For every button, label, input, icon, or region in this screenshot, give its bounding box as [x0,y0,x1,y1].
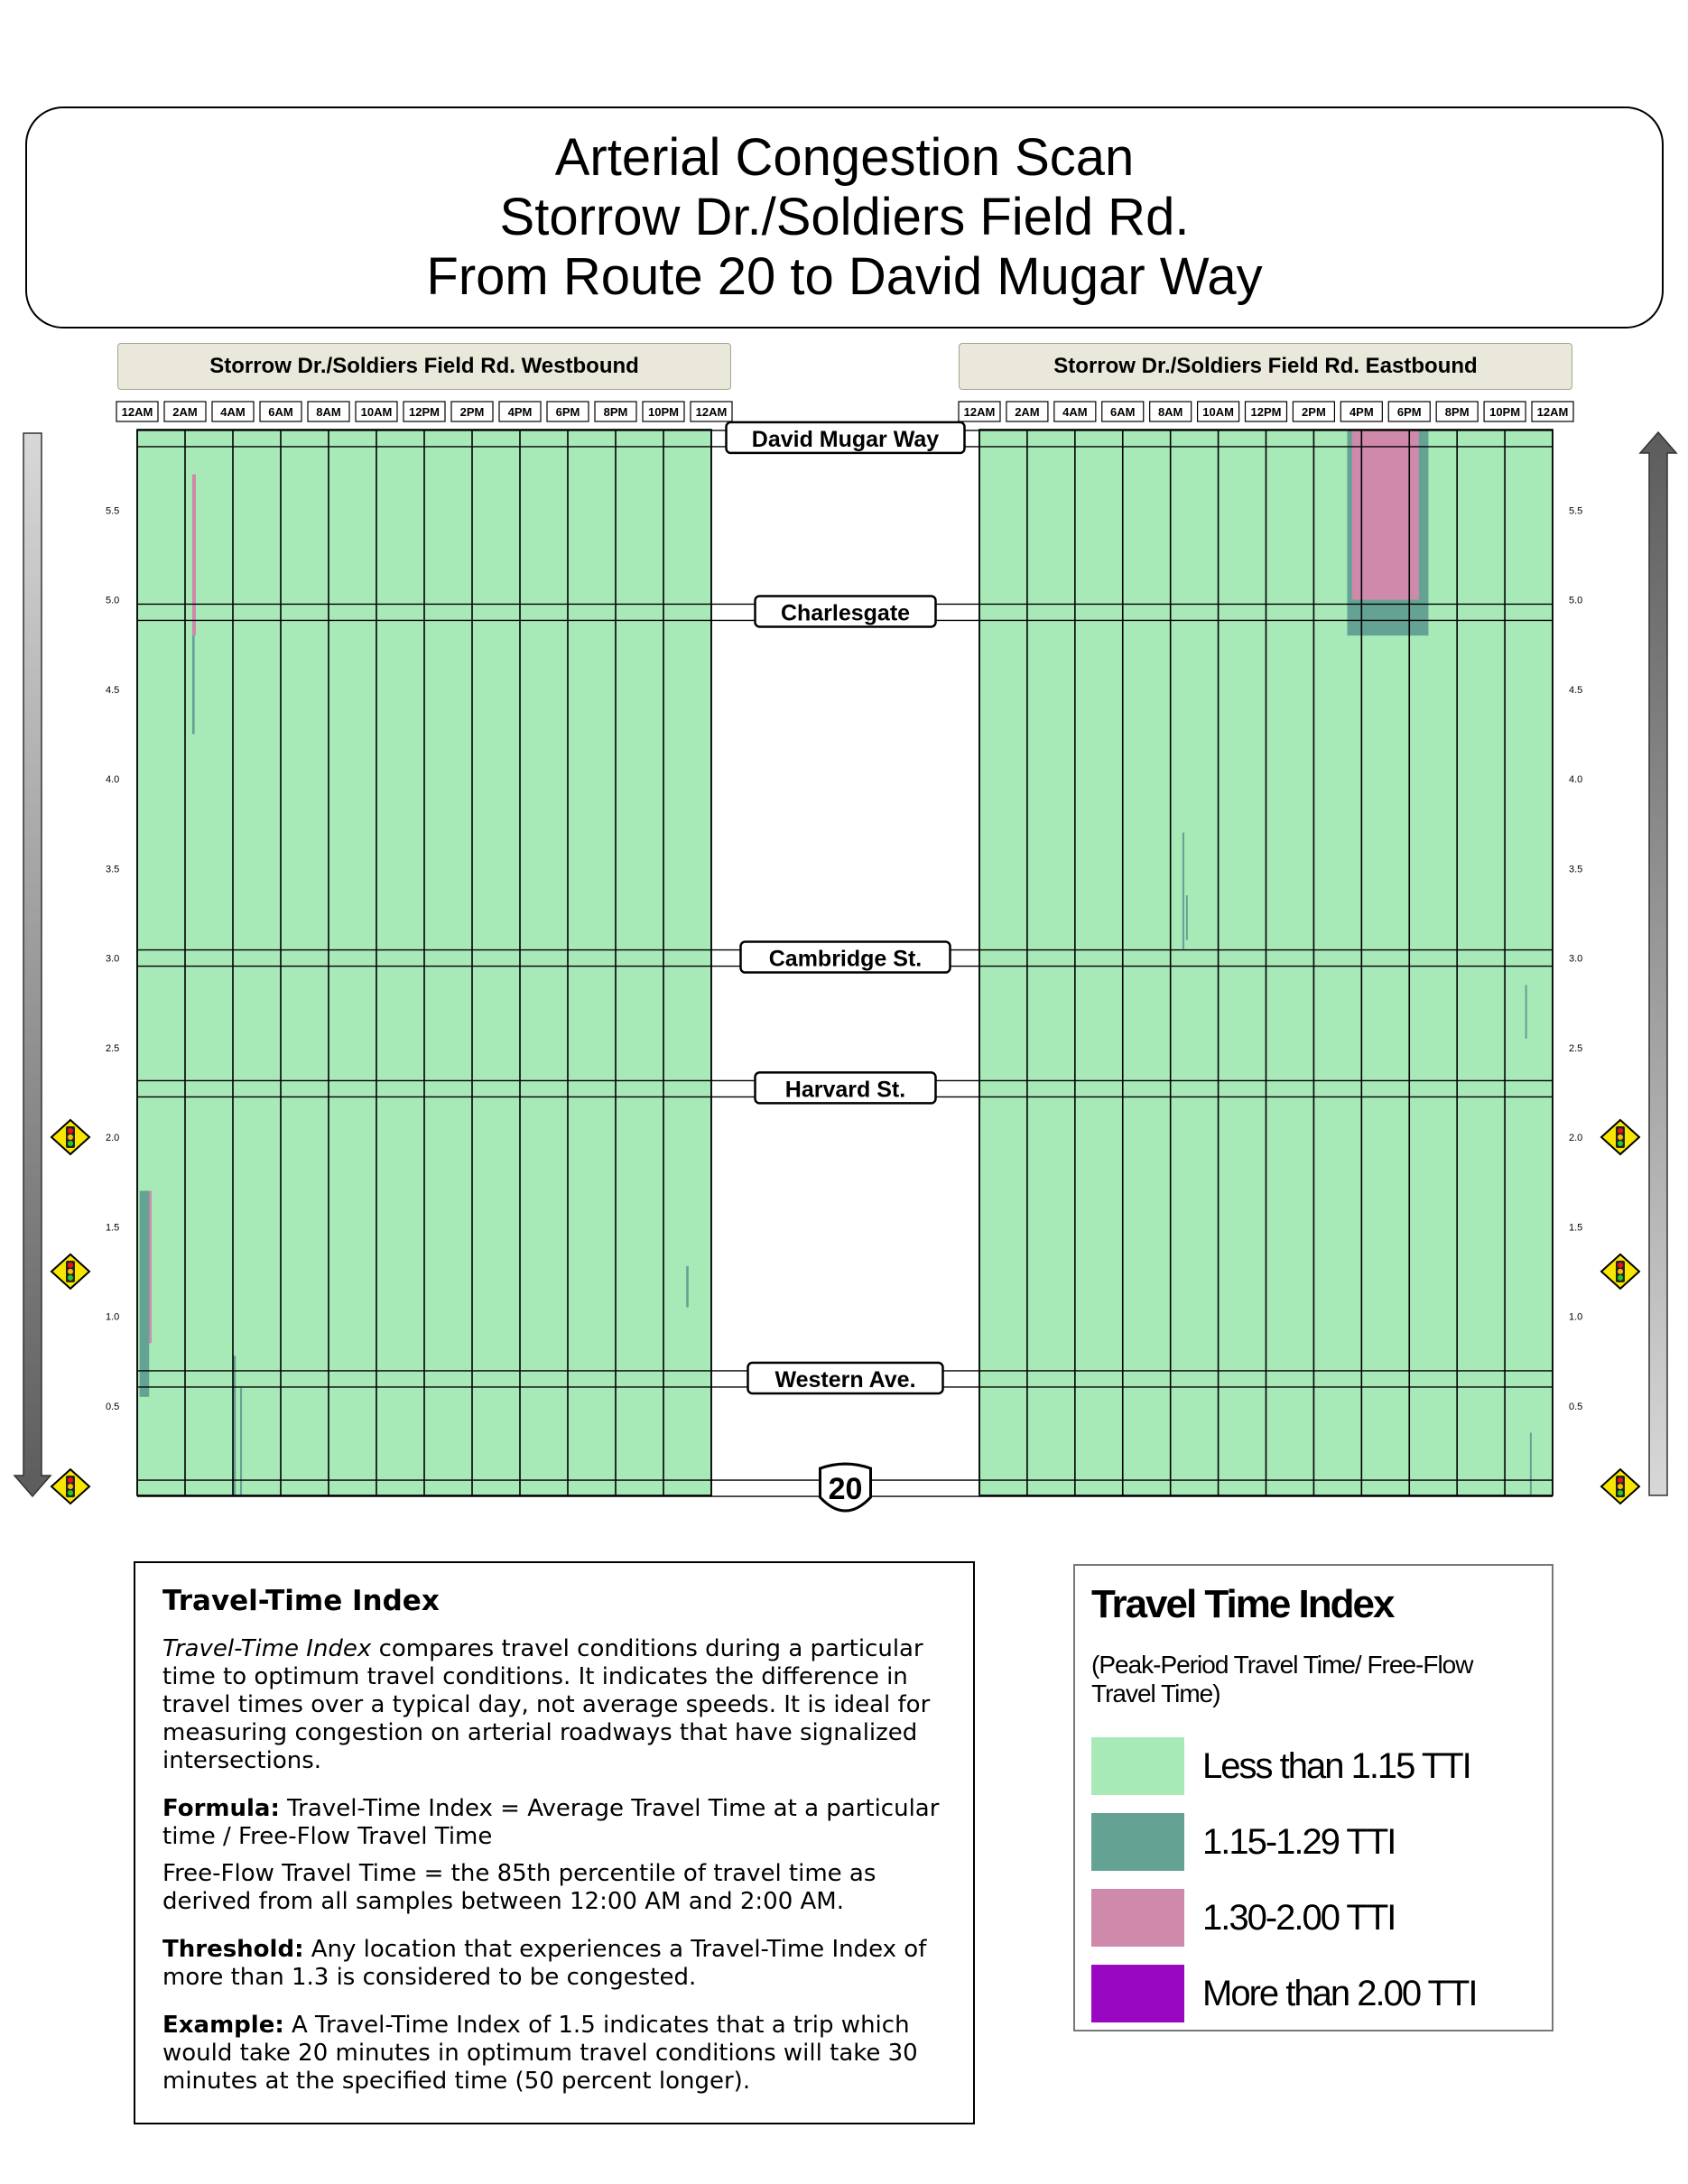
direction-arrow-down [14,433,51,1496]
traffic-signal-icon [51,1254,89,1289]
signal-yellow-light [1618,1484,1623,1489]
traffic-signal-icon [51,1469,89,1504]
time-tick-text: 8PM [603,405,628,419]
landmark-name: David Mugar Way [751,426,940,452]
time-tick-text: 2PM [459,405,485,419]
time-tick-label [959,402,1000,421]
congestion-cell [1183,833,1184,949]
mile-tick-left: 2.5 [106,1042,120,1054]
time-tick-label [1198,402,1239,421]
time-tick-label [1102,402,1144,421]
mile-tick-left: 4.5 [106,684,120,696]
signal-red-light [1618,1263,1623,1268]
mile-tick-right: 1.5 [1569,1222,1583,1234]
time-tick-text: 10AM [1202,405,1234,419]
legend-swatch [1091,1813,1184,1871]
signal-green-light [68,1275,73,1281]
time-tick-label [164,402,206,421]
formula-text: Travel-Time Index = Average Travel Time at a particular time / Free-Flow Travel Time [162,1795,940,1850]
signal-yellow-light [1618,1269,1623,1274]
westbound-banner: Storrow Dr./Soldiers Field Rd. Westbound [117,343,731,390]
signal-red-light [1618,1477,1623,1483]
signal-red-light [68,1128,73,1134]
legend-subtitle: (Peak-Period Travel Time/ Free-Flow Travel Time) [1091,1651,1473,1707]
mile-tick-right: 2.0 [1569,1133,1583,1144]
time-tick-text: 12AM [695,405,728,419]
threshold-label: Threshold: [162,1936,304,1963]
legend-swatch [1091,1737,1184,1795]
time-tick-label [260,402,301,421]
congestion-cell [240,1388,242,1495]
title-box [25,106,1664,329]
mile-tick-right: 3.5 [1569,864,1583,875]
time-tick-text: 10PM [1489,405,1521,419]
time-tick-text: 10PM [648,405,679,419]
time-tick-text: 12PM [1250,405,1282,419]
signal-yellow-light [68,1134,73,1140]
mile-tick-right: 5.0 [1569,595,1583,606]
signal-green-light [68,1490,73,1495]
eastbound-banner: Storrow Dr./Soldiers Field Rd. Eastbound [959,343,1572,390]
info-example [162,2012,946,2096]
congestion-cell [192,635,195,734]
info-term: Travel-Time Index [162,1635,372,1662]
time-tick-text: 10AM [360,405,393,419]
info-formula [162,1795,946,1851]
time-tick-text: 4PM [507,405,533,419]
landmark-name: Charlesgate [780,600,911,626]
info-description [162,1635,946,1775]
time-tick-label [403,402,445,421]
signal-green-light [1618,1141,1623,1146]
legend-label: 1.15-1.29 TTI [1202,1821,1396,1862]
formula-label: Formula: [162,1795,280,1822]
mile-tick-left: 1.5 [106,1222,120,1234]
legend-box [1073,1564,1554,2031]
landmark-label [756,1072,936,1103]
time-tick-label [643,402,684,421]
time-tick-text: 4PM [1349,405,1374,419]
info-threshold [162,1936,946,1992]
mile-tick-right: 4.0 [1569,774,1583,786]
time-tick-label [1150,402,1192,421]
landmark-label [741,942,951,973]
time-tick-text: 6AM [268,405,293,419]
time-tick-text: 6PM [1396,405,1422,419]
title-line-2: Storrow Dr./Soldiers Field Rd. [499,188,1190,246]
legend-item [1091,1728,1535,1804]
signal-red-light [1618,1128,1623,1134]
time-tick-text: 2PM [1302,405,1326,419]
mile-tick-left: 5.5 [106,505,120,517]
mile-tick-left: 4.0 [106,774,120,786]
time-tick-text: 8AM [1157,405,1183,419]
mile-tick-left: 3.0 [106,953,120,965]
time-tick-label [356,402,397,421]
congestion-cell [192,475,196,636]
time-tick-text: 8PM [1444,405,1470,419]
time-tick-label [308,402,349,421]
time-tick-label [1340,402,1382,421]
time-tick-label [595,402,636,421]
time-tick-text: 6PM [555,405,580,419]
mile-tick-left: 2.0 [106,1133,120,1144]
landmark-label [821,1464,871,1511]
info-title: Travel-Time Index [162,1585,440,1617]
threshold-text: Any location that experiences a Travel-Time Index of more than 1.3 is considered to be congested. [162,1936,927,1991]
signal-green-light [1618,1275,1623,1281]
landmark-label [748,1363,943,1393]
time-tick-text: 12AM [121,405,153,419]
time-tick-label [1293,402,1334,421]
signal-yellow-light [1618,1134,1623,1140]
time-tick-label [1388,402,1430,421]
example-label: Example: [162,2012,284,2039]
time-tick-label [212,402,254,421]
landmark-name: Cambridge St. [768,946,923,972]
info-box [134,1561,975,2124]
time-tick-label [1436,402,1478,421]
congestion-cell [1530,1433,1532,1495]
legend-swatch [1091,1965,1184,2022]
signal-green-light [68,1141,73,1146]
signal-red-light [68,1477,73,1483]
time-tick-text: 2AM [1015,405,1040,419]
route-number: 20 [828,1472,863,1507]
traffic-signal-icon [1601,1254,1639,1289]
signal-yellow-light [68,1269,73,1274]
traffic-signal-icon [51,1120,89,1154]
traffic-signal-icon [1601,1120,1639,1154]
legend-swatch [1091,1889,1184,1947]
mile-tick-left: 0.5 [106,1401,120,1412]
congestion-cell [140,1191,150,1397]
info-freeflow: Free-Flow Travel Time = the 85th percentile of travel time as derived from all samples between 12:00 AM and 2:00 AM. [162,1860,876,1915]
landmark-name: Western Ave. [774,1366,916,1393]
mile-tick-left: 5.0 [106,595,120,606]
legend-item [1091,1804,1535,1880]
time-tick-label [1054,402,1096,421]
signal-red-light [68,1263,73,1268]
example-text: A Travel-Time Index of 1.5 indicates that a trip which would take 20 minutes in optimum travel conditions will take 30 minutes at the specified time (50 percent longer). [162,2012,918,2095]
congestion-cell [1186,895,1188,940]
time-tick-label [1484,402,1526,421]
landmark-label [727,422,965,453]
mile-tick-right: 0.5 [1569,1401,1583,1412]
legend-title: Travel Time Index [1091,1582,1394,1626]
title-line-3: From Route 20 to David Mugar Way [426,247,1263,306]
landmark-name: Harvard St. [784,1077,906,1103]
time-tick-text: 6AM [1110,405,1136,419]
congestion-cell [686,1266,689,1308]
signal-green-light [1618,1490,1623,1495]
time-tick-label [1532,402,1573,421]
mile-tick-left: 1.0 [106,1311,120,1323]
signal-yellow-light [68,1484,73,1489]
congestion-cell [1526,985,1527,1039]
legend-label: Less than 1.15 TTI [1202,1745,1470,1786]
legend-label: More than 2.00 TTI [1202,1973,1477,2013]
time-tick-text: 2AM [172,405,198,419]
landmark-label [756,596,936,626]
mile-tick-right: 5.5 [1569,505,1583,517]
legend-label: 1.30-2.00 TTI [1202,1897,1396,1938]
legend-item [1091,1956,1535,2031]
mile-tick-right: 4.5 [1569,684,1583,696]
time-tick-text: 12PM [409,405,440,419]
title-line-1: Arterial Congestion Scan [554,128,1135,187]
time-tick-label [499,402,541,421]
time-tick-text: 8AM [316,405,341,419]
direction-arrow-up [1640,432,1676,1495]
mile-tick-left: 3.5 [106,864,120,875]
time-tick-label [1006,402,1048,421]
time-tick-label [1246,402,1287,421]
time-tick-label [116,402,158,421]
congestion-scan-chart [0,397,1688,1516]
time-tick-text: 4AM [220,405,246,419]
info-description-text: compares travel conditions during a particular time to optimum travel conditions. It indicates the difference in travel times over a typical day, not average speeds. It is ideal for measuring congestion on arterial roadways that have signalized intersections. [162,1635,931,1774]
legend-item [1091,1880,1535,1956]
traffic-signal-icon [1601,1469,1639,1504]
time-tick-label [547,402,589,421]
time-tick-text: 4AM [1062,405,1088,419]
mile-tick-right: 3.0 [1569,953,1583,965]
time-tick-text: 12AM [963,405,996,419]
time-tick-label [691,402,732,421]
time-tick-label [451,402,493,421]
mile-tick-right: 1.0 [1569,1311,1583,1323]
time-tick-text: 12AM [1536,405,1569,419]
mile-tick-right: 2.5 [1569,1042,1583,1054]
